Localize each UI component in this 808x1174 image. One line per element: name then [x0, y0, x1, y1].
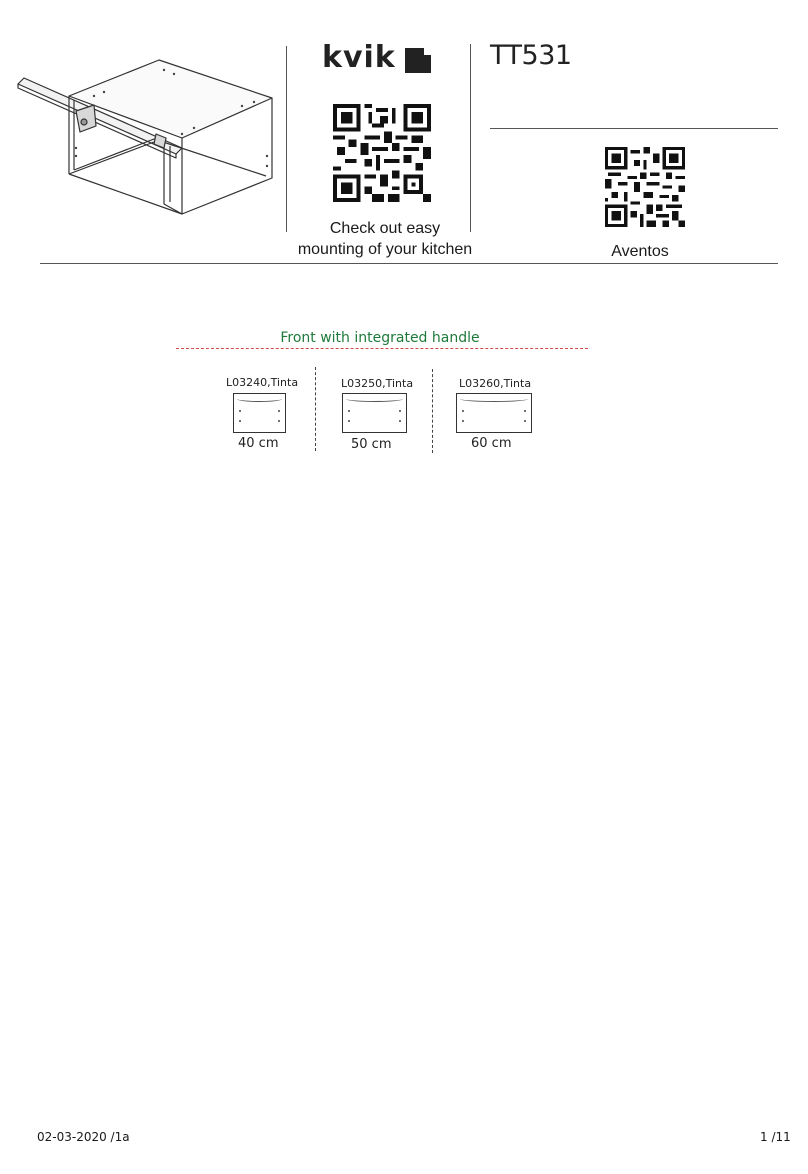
- header-bottom-rule: [40, 263, 778, 264]
- integrated-handle-icon: [237, 396, 282, 402]
- qr-code-mounting[interactable]: [333, 104, 431, 202]
- front-item-code: L03250,Tinta: [341, 377, 414, 390]
- mounting-caption-line1: Check out easy: [329, 220, 441, 237]
- front-section-divider: [176, 348, 588, 349]
- footer-page-number: 1 /11: [760, 1130, 791, 1144]
- mounting-caption-line2: mounting of your kitchen: [297, 241, 473, 258]
- front-panel-40: [233, 393, 286, 433]
- footer-date-version: 02-03-2020 /1a: [37, 1130, 130, 1144]
- brand-logo-text: kvik: [322, 40, 396, 75]
- qr-code-aventos[interactable]: [605, 147, 685, 227]
- front-item-size: 50 cm: [351, 437, 392, 452]
- integrated-handle-icon: [460, 396, 528, 402]
- mounting-caption: [286, 218, 484, 260]
- front-item-size: 40 cm: [238, 436, 279, 451]
- front-panel-60: [456, 393, 532, 433]
- front-item-separator: [432, 369, 433, 453]
- brand-logo-mark: [405, 48, 431, 73]
- integrated-handle-icon: [346, 396, 403, 402]
- cabinet-illustration: [14, 56, 276, 218]
- front-item-code: L03260,Tinta: [459, 377, 532, 390]
- front-item-size: 60 cm: [471, 436, 512, 451]
- model-number: TT531: [490, 40, 572, 71]
- aventos-label: Aventos: [611, 243, 669, 260]
- front-item-code: L03240,Tinta: [226, 376, 299, 389]
- model-underline: [490, 128, 778, 129]
- front-panel-50: [342, 393, 407, 433]
- front-section-title: Front with integrated handle: [280, 330, 480, 346]
- header-divider-left: [286, 46, 287, 232]
- front-item-separator: [315, 367, 316, 451]
- header-divider-right: [470, 44, 471, 232]
